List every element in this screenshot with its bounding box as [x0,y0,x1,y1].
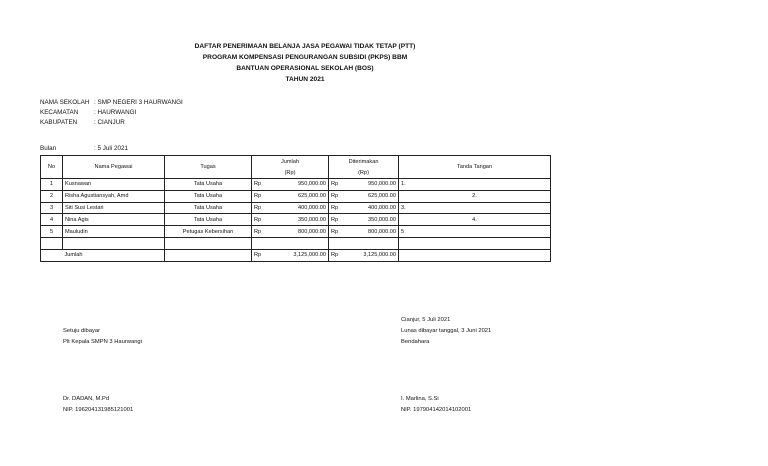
school-info [40,98,183,128]
title-line-3: BANTUAN OPERASIONAL SEKOLAH (BOS) [236,65,374,72]
approver-name: Dr. DADAN, M.Pd [63,396,110,402]
cell-rp: Rp [329,226,340,238]
treasurer-nip: NIP. 197904142014102001 [401,407,472,413]
title-line-4: TAHUN 2021 [285,76,325,83]
cell-no: 5 [41,226,63,238]
header-received-unit: (Rp) [329,167,399,179]
approver-signature [63,394,133,416]
total-label: Jumlah [63,249,165,261]
payment-table [40,155,551,262]
month-label: Bulan [40,145,57,152]
cell-received: 800,000.00 [340,226,399,238]
total-amount: 3,125,000.00 [263,249,329,261]
school-label: NAMA SEKOLAH [40,99,90,106]
cell-rp: Rp [329,202,340,214]
table-header-row [41,156,551,168]
cell-signature: 5 [399,226,551,238]
cell-name: Siti Susi Lestari [63,202,165,214]
approver-block [63,326,142,348]
month-value: : 5 Juli 2021 [94,145,128,152]
cell-no: 2 [41,190,63,202]
treasurer-line-3: Bendahara [401,339,430,345]
cell-signature: 2. [399,190,551,202]
document-header [140,41,470,85]
header-signature: Tanda Tangan [399,156,551,179]
table-row-empty [41,237,551,249]
title-line-1: DAFTAR PENERIMAAN BELANJA JASA PEGAWAI TIDAK TETAP (PTT) [194,43,416,50]
cell-received: 950,000.00 [340,179,399,191]
treasurer-block [401,315,491,348]
treasurer-name: I. Marlina, S.Si [401,396,439,402]
cell-no: 4 [41,214,63,226]
month-info [40,144,128,154]
header-amount-unit: (Rp) [252,167,329,179]
total-received: 3,125,000.00 [340,249,399,261]
header-amount: Jumlah [252,156,329,168]
table-row [41,179,551,191]
header-name: Nama Pegawai [63,156,165,179]
cell-rp: Rp [252,179,263,191]
approver-line-1: Setuju dibayar [63,328,101,334]
cell-task: Tata Usaha [165,202,252,214]
cell-signature: 1. [399,179,551,191]
header-no: No [41,156,63,179]
cell-amount: 625,000.00 [263,190,329,202]
table-total-row [41,249,551,261]
cell-task: Tata Usaha [165,214,252,226]
cell-name: Kusnawan [63,179,165,191]
district-value: : HAURWANGI [94,109,137,116]
cell-rp: Rp [252,226,263,238]
regency-label: KABUPATEN [40,119,78,126]
district-label: KECAMATAN [40,109,79,116]
table-row [41,214,551,226]
cell-rp: Rp [329,190,340,202]
cell-task: Tata Usaha [165,179,252,191]
cell-rp: Rp [329,179,340,191]
header-task: Tugas [165,156,252,179]
table-row [41,202,551,214]
cell-rp: Rp [329,214,340,226]
cell-name: Nina Agis [63,214,165,226]
total-rp: Rp [252,249,263,261]
cell-amount: 800,000.00 [263,226,329,238]
cell-task: Petugas Kebersihan [165,226,252,238]
cell-task: Tata Usaha [165,190,252,202]
cell-amount: 400,000.00 [263,202,329,214]
cell-received: 350,000.00 [340,214,399,226]
cell-amount: 350,000.00 [263,214,329,226]
cell-amount: 950,000.00 [263,179,329,191]
cell-signature: 4. [399,214,551,226]
cell-rp: Rp [252,190,263,202]
cell-no: 3 [41,202,63,214]
cell-name: Risha Agustiansyah, Amd [63,190,165,202]
table-row [41,190,551,202]
cell-rp: Rp [252,214,263,226]
cell-no: 1 [41,179,63,191]
cell-received: 400,000.00 [340,202,399,214]
table-row [41,226,551,238]
cell-signature: 3. [399,202,551,214]
treasurer-place-date: Cianjur, 5 Juli 2021 [401,317,451,323]
treasurer-signature [401,394,471,416]
regency-value: : CIANJUR [94,119,125,126]
school-value: : SMP NEGERI 3 HAURWANGI [94,99,183,106]
approver-line-2: Plt Kepala SMPN 3 Haurwangi [63,339,142,345]
title-line-2: PROGRAM KOMPENSASI PENGURANGAN SUBSIDI (PKPS) BBM [202,54,408,61]
cell-received: 625,000.00 [340,190,399,202]
total-rp: Rp [329,249,340,261]
approver-nip: NIP. 196204131985121001 [63,407,134,413]
header-received: Diterimakan [329,156,399,168]
cell-rp: Rp [252,202,263,214]
treasurer-line-2: Lunas dibayar tanggal, 3 Juni 2021 [401,328,492,334]
cell-name: Mauludin [63,226,165,238]
